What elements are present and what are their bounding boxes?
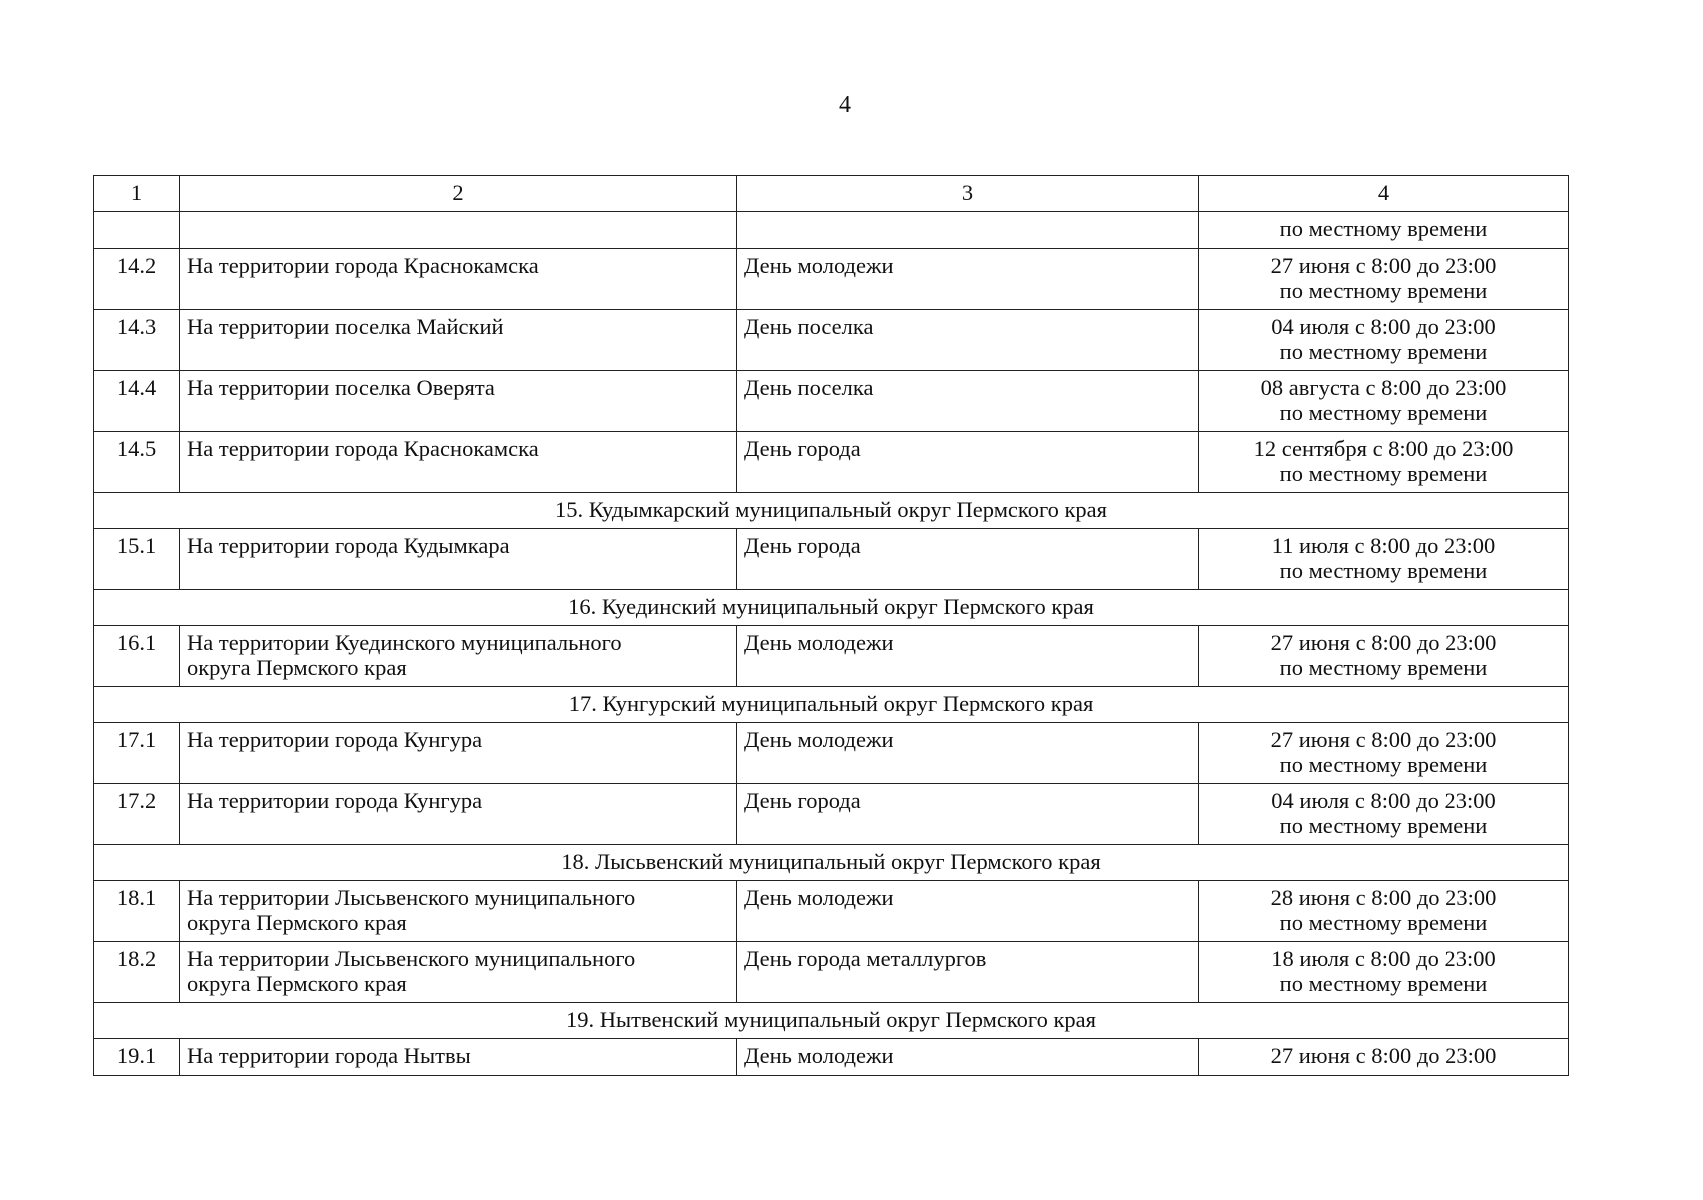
cell-event: День города [737,784,1199,845]
cell-date [1199,249,1569,310]
table-row [94,723,1569,784]
place-line: округа Пермского края [187,971,407,996]
date-line: 28 июня с 8:00 до 23:00 [1270,885,1497,910]
cell-event: День города [737,432,1199,493]
cell-place [180,432,737,493]
cell-number: 17.1 [94,723,180,784]
place-line: На территории города Кунгура [187,788,483,813]
table-row [94,249,1569,310]
place-line: На территории Куединского муниципального [187,630,622,655]
header-col-2: 2 [180,176,737,212]
page-number: 4 [839,92,851,118]
cell-event: День молодежи [737,1039,1199,1076]
place-line: На территории города Краснокамска [187,253,539,278]
cell-date [1199,784,1569,845]
cell-date [1199,529,1569,590]
table-row [94,529,1569,590]
section-header-row [94,1003,1569,1039]
cell-date [1199,881,1569,942]
cell-event: День города [737,529,1199,590]
cell-date [1199,310,1569,371]
date-line: 27 июня с 8:00 до 23:00 [1270,253,1497,278]
cell-number: 18.2 [94,942,180,1003]
header-col-3: 3 [737,176,1199,212]
section-title: 17. Кунгурский муниципальный округ Пермского края [94,687,1569,723]
cell-date [1199,942,1569,1003]
cell-number: 14.5 [94,432,180,493]
time-note-line: по местному времени [1279,558,1488,583]
cell-number: 14.2 [94,249,180,310]
place-line: округа Пермского края [187,910,407,935]
time-note-line: по местному времени [1279,971,1488,996]
continuation-row [94,212,1569,249]
time-note-line: по местному времени [1279,400,1488,425]
cell-place [180,723,737,784]
cell-event: День города металлургов [737,942,1199,1003]
table-row [94,1039,1569,1076]
cell-place [180,249,737,310]
date-line: 27 июня с 8:00 до 23:00 [1270,630,1497,655]
time-note-line: по местному времени [1279,655,1488,680]
table-row [94,371,1569,432]
section-header-row [94,493,1569,529]
cell-event: День молодежи [737,881,1199,942]
place-line: На территории города Нытвы [187,1043,471,1068]
date-line: 18 июля с 8:00 до 23:00 [1271,946,1496,971]
table-row [94,432,1569,493]
place-line: На территории Лысьвенского муниципального [187,885,636,910]
cell-empty [180,212,737,249]
date-line: 04 июля с 8:00 до 23:00 [1271,314,1496,339]
time-note-line: по местному времени [1279,813,1488,838]
place-line: На территории поселка Майский [187,314,504,339]
section-header-row [94,687,1569,723]
cell-event: День молодежи [737,723,1199,784]
table-row [94,626,1569,687]
cell-event: День поселка [737,371,1199,432]
cell-place [180,310,737,371]
section-header-row [94,590,1569,626]
cell-event: День поселка [737,310,1199,371]
section-title: 18. Лысьвенский муниципальный округ Пермского края [94,845,1569,881]
table-header-row [94,176,1569,212]
cell-number: 14.3 [94,310,180,371]
date-line: 04 июля с 8:00 до 23:00 [1271,788,1496,813]
place-line: На территории поселка Оверята [187,375,495,400]
table-row [94,310,1569,371]
place-line: На территории Лысьвенского муниципального [187,946,636,971]
cell-number: 18.1 [94,881,180,942]
cell-empty [737,212,1199,249]
cell-date [1199,1039,1569,1076]
table-row [94,784,1569,845]
date-line: 27 июня с 8:00 до 23:00 [1270,727,1497,752]
place-line: На территории города Краснокамска [187,436,539,461]
cell-event: День молодежи [737,249,1199,310]
events-table [93,175,1569,1076]
cell-place [180,881,737,942]
cell-time-note: по местному времени [1199,212,1569,249]
date-line: 11 июля с 8:00 до 23:00 [1271,533,1496,558]
section-title: 16. Куединский муниципальный округ Пермского края [94,590,1569,626]
section-title: 19. Нытвенский муниципальный округ Пермского края [94,1003,1569,1039]
cell-place [180,371,737,432]
time-note-line: по местному времени [1279,339,1488,364]
header-col-1: 1 [94,176,180,212]
date-line: 08 августа с 8:00 до 23:00 [1260,375,1507,400]
cell-place [180,529,737,590]
place-line: На территории города Кунгура [187,727,483,752]
cell-number: 15.1 [94,529,180,590]
cell-place [180,1039,737,1076]
cell-event: День молодежи [737,626,1199,687]
time-note-line: по местному времени [1279,278,1488,303]
cell-number: 19.1 [94,1039,180,1076]
cell-date [1199,371,1569,432]
section-title: 15. Кудымкарский муниципальный округ Пермского края [94,493,1569,529]
cell-number: 16.1 [94,626,180,687]
section-header-row [94,845,1569,881]
place-line: На территории города Кудымкара [187,533,510,558]
time-note-line: по местному времени [1279,910,1488,935]
cell-place [180,626,737,687]
cell-place [180,784,737,845]
header-col-4: 4 [1199,176,1569,212]
table-row [94,942,1569,1003]
place-line: округа Пермского края [187,655,407,680]
time-note-line: по местному времени [1279,752,1488,777]
date-line: 12 сентября с 8:00 до 23:00 [1253,436,1514,461]
cell-date [1199,723,1569,784]
date-line: 27 июня с 8:00 до 23:00 [1270,1043,1497,1068]
cell-date [1199,432,1569,493]
cell-number: 17.2 [94,784,180,845]
cell-date [1199,626,1569,687]
cell-empty [94,212,180,249]
cell-number: 14.4 [94,371,180,432]
cell-place [180,942,737,1003]
time-note-line: по местному времени [1279,461,1488,486]
table-row [94,881,1569,942]
